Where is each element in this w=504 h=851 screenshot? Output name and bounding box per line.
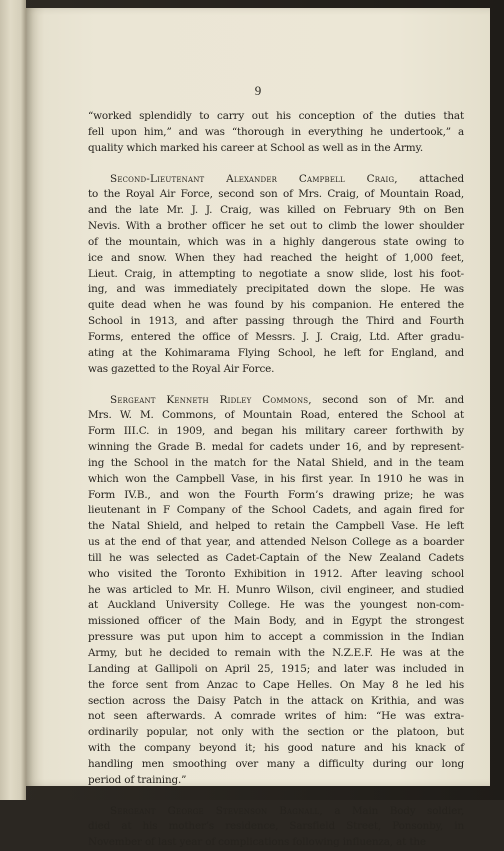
text-line: to the Royal Air Force, second son of Mrs. Craig, of Mountain Road,: [88, 188, 464, 201]
text-line: ice and snow. When they had reached the height of 1,000 feet,: [88, 251, 464, 264]
text-line: at Auckland University College. He was the youngest non-com-: [88, 599, 464, 612]
paragraph: [88, 804, 464, 851]
text-line: quality which marked his career at School as well as in the Army.: [88, 141, 423, 154]
text-line: he was articled to Mr. H. Munro Wilson, civil engineer, and studied: [88, 583, 464, 596]
text-line: handling men smoothing over many a difficulty during our long: [88, 757, 464, 770]
text-line: and the late Mr. J. J. Craig, was killed on February 9th on Ben: [88, 204, 464, 217]
text-line: School in 1913, and after passing through the Third and Fourth: [88, 315, 464, 328]
text-line: us at the end of that year, and attended Nelson College as a boarder: [88, 536, 464, 549]
person-name: Second-Lieutenant Alexander Campbell Craig,: [110, 172, 398, 185]
text-line: pressure was put upon him to accept a commission in the Indian: [88, 631, 464, 644]
page-number: 9: [254, 83, 262, 98]
text-line: Mrs. W. M. Commons, of Mountain Road, entered the School at: [88, 409, 464, 422]
text-line: which won the Campbell Vase, in his first year. In 1910 he was in: [88, 472, 464, 485]
text-line: [88, 393, 464, 409]
page-body-text: [88, 109, 464, 851]
text-line: with the company beyond it; his good nature and his knack of: [88, 742, 464, 755]
text-line: Nevis. With a brother officer he set out to climb the lower shoulder: [88, 220, 464, 233]
text-line: [88, 804, 464, 820]
text-line: not seen afterwards. A comrade writes of him: “He was extra-: [88, 710, 464, 723]
text-line: Army, but he decided to remain with the N.Z.E.F. He was at the: [88, 647, 464, 659]
text-line: Form III.C. in 1909, and began his military career forthwith by: [88, 425, 464, 438]
paragraph: [88, 172, 464, 378]
person-name: Sergeant George Stevenson Bagnall,: [110, 804, 323, 817]
text-line: [88, 172, 464, 188]
text-line: ing, and was immediately precipitated down the slope. He was: [88, 283, 464, 296]
text-line: Landing at Gallipoli on April 25, 1915; and later was included in: [88, 662, 464, 675]
text-line: missioned officer of the Main Body, and in Egypt the strongest: [88, 615, 464, 628]
text-line: fell upon him,” and was “thorough in everything he undertook,” a: [88, 125, 464, 138]
person-name: Sergeant Kenneth Ridley Commons,: [110, 393, 312, 406]
text-line: section across the Daisy Patch in the attack on Krithia, and was: [88, 694, 464, 707]
text-line: “worked splendidly to carry out his conception of the duties that: [88, 110, 464, 122]
text-line: ating at the Kohimarama Flying School, he left for England, and: [88, 346, 464, 359]
text-line: of the mountain, which was in a highly dangerous state owing to: [88, 235, 464, 248]
book-page: [26, 8, 490, 849]
paragraph: [88, 109, 464, 157]
text-line: period of training.”: [88, 773, 187, 786]
text-line: Forms, entered the office of Messrs. J. J. Craig, Ltd. After gradu-: [88, 330, 464, 343]
text-line-rest: a Main Body soldier,: [322, 804, 464, 817]
text-line-rest: attached: [397, 172, 464, 185]
text-line: ing the School in the match for the Natal Shield, and in the team: [88, 456, 464, 469]
paragraph: [88, 393, 464, 789]
text-line: the force sent from Anzac to Cape Helles. On May 8 he led his: [88, 678, 464, 691]
text-line: died at his mother’s residence, Sarsfield Street, Ponsonby, in: [88, 820, 464, 833]
text-line-rest: second son of Mr. and: [311, 393, 464, 406]
text-line: November of last year of complications following influenza, at the: [88, 836, 426, 849]
text-line: till he was selected as Cadet-Captain of the New Zealand Cadets: [88, 551, 464, 564]
text-line: winning the Grade B. medal for cadets under 16, and by represent-: [88, 441, 464, 454]
text-line: was gazetted to the Royal Air Force.: [88, 362, 275, 375]
text-line: lieutenant in F Company of the School Cadets, and again fired for: [88, 504, 464, 517]
text-line: Lieut. Craig, in attempting to negotiate a snow slide, lost his foot-: [88, 267, 464, 280]
text-line: Form IV.B., and won the Fourth Form’s drawing prize; he was: [88, 488, 464, 501]
text-line: quite dead when he was found by his companion. He entered the: [88, 299, 464, 312]
text-line: ordinarily popular, not only with the section or the platoon, but: [88, 726, 464, 739]
text-line: the Natal Shield, and helped to retain the Campbell Vase. He left: [88, 520, 464, 533]
previous-page-edge: [0, 0, 26, 800]
text-line: who visited the Toronto Exhibition in 1912. After leaving school: [88, 567, 464, 580]
